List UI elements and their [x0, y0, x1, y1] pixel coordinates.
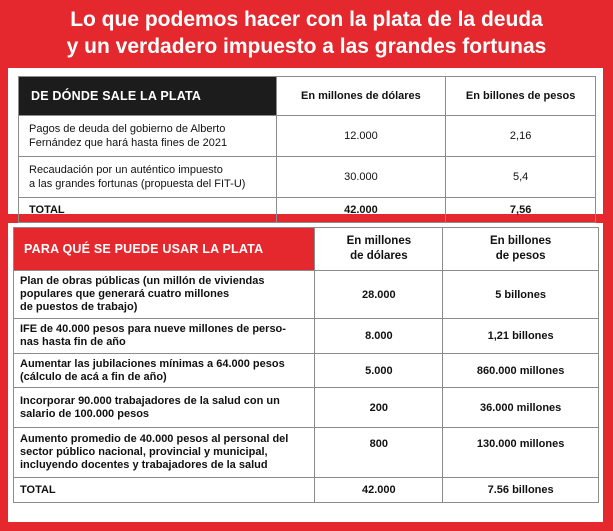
- title-line-1: Lo que podemos hacer con la plata de la deuda: [70, 8, 543, 31]
- row-description-line: a las grandes fortunas (propuesta del FIT-U): [29, 178, 246, 190]
- total-label: TOTAL: [19, 198, 277, 223]
- row-description-line: Incorporar 90.000 trabajadores de la salud con un: [20, 394, 280, 407]
- row-description: [19, 157, 277, 198]
- total-row: [14, 478, 599, 503]
- value-ars: 1,21 billones: [443, 319, 599, 354]
- row-description-line: Aumento promedio de 40.000 pesos al personal del: [20, 433, 289, 445]
- row-description-line: (cálculo de acá a fin de año): [20, 370, 167, 383]
- table-row: [19, 116, 596, 157]
- uses-of-funds-table: [13, 227, 599, 503]
- title-line-2: y un verdadero impuesto a las grandes fortunas: [66, 35, 547, 58]
- row-description: [14, 388, 315, 428]
- total-usd: 42.000: [276, 198, 446, 223]
- table-header-row: [19, 77, 596, 116]
- total-label: TOTAL: [14, 478, 315, 503]
- col-header-line: En millones: [346, 235, 412, 247]
- row-description: [14, 428, 315, 478]
- row-description-line: nas hasta fin de año: [20, 336, 126, 348]
- value-ars: 36.000 millones: [443, 388, 599, 428]
- table-row: [14, 319, 599, 354]
- row-description: [19, 116, 277, 157]
- table-row: [14, 354, 599, 388]
- col-header-line: de pesos: [495, 250, 546, 262]
- source-of-funds-heading: DE DÓNDE SALE LA PLATA: [19, 77, 277, 116]
- table-row: [19, 157, 596, 198]
- row-description-line: Aumentar las jubilaciones mínimas a 64.000 pesos: [20, 357, 285, 370]
- row-description: [14, 354, 315, 388]
- value-ars: 860.000 millones: [443, 354, 599, 388]
- col-header-ars: [443, 228, 599, 271]
- total-usd: 42.000: [315, 478, 443, 503]
- page-title: [0, 6, 613, 60]
- value-usd: 28.000: [315, 271, 443, 319]
- row-description: [14, 271, 315, 319]
- total-ars: 7.56 billones: [443, 478, 599, 503]
- source-of-funds-panel: [8, 68, 603, 214]
- row-description-line: IFE de 40.000 pesos para nueve millones de perso-: [20, 323, 286, 335]
- col-header-usd: [315, 228, 443, 271]
- total-ars: 7,56: [446, 198, 596, 223]
- table-row: [14, 428, 599, 478]
- value-usd: 12.000: [276, 116, 446, 157]
- value-usd: 8.000: [315, 319, 443, 354]
- value-usd: 800: [315, 428, 443, 478]
- value-usd: 5.000: [315, 354, 443, 388]
- row-description-line: Pagos de deuda del gobierno de Alberto: [29, 123, 226, 135]
- row-description-line: de puestos de trabajo): [20, 301, 138, 313]
- value-ars: 130.000 millones: [443, 428, 599, 478]
- col-header-line: de dólares: [350, 250, 408, 262]
- row-description-line: populares que generará cuatro millones: [20, 288, 230, 300]
- col-header-usd: En millones de dólares: [276, 77, 446, 116]
- row-description-line: incluyendo docentes y trabajadores de la salud: [20, 459, 268, 471]
- col-header-line: En billones: [489, 235, 552, 247]
- uses-of-funds-heading: PARA QUÉ SE PUEDE USAR LA PLATA: [14, 228, 315, 271]
- table-row: [14, 388, 599, 428]
- table-row: [14, 271, 599, 319]
- row-description-line: salario de 100.000 pesos: [20, 407, 150, 420]
- value-usd: 30.000: [276, 157, 446, 198]
- col-header-ars: En billones de pesos: [446, 77, 596, 116]
- source-of-funds-table: [18, 76, 596, 223]
- row-description-line: Fernández que hará hasta fines de 2021: [29, 137, 228, 149]
- row-description: [14, 319, 315, 354]
- value-ars: 2,16: [446, 116, 596, 157]
- total-row: [19, 198, 596, 223]
- uses-of-funds-panel: [8, 223, 603, 522]
- value-ars: 5 billones: [443, 271, 599, 319]
- row-description-line: sector público nacional, provincial y municipal,: [20, 446, 268, 458]
- row-description-line: Recaudación por un auténtico impuesto: [29, 164, 223, 176]
- value-ars: 5,4: [446, 157, 596, 198]
- value-usd: 200: [315, 388, 443, 428]
- row-description-line: Plan de obras públicas (un millón de viviendas: [20, 275, 265, 287]
- table-header-row: [14, 228, 599, 271]
